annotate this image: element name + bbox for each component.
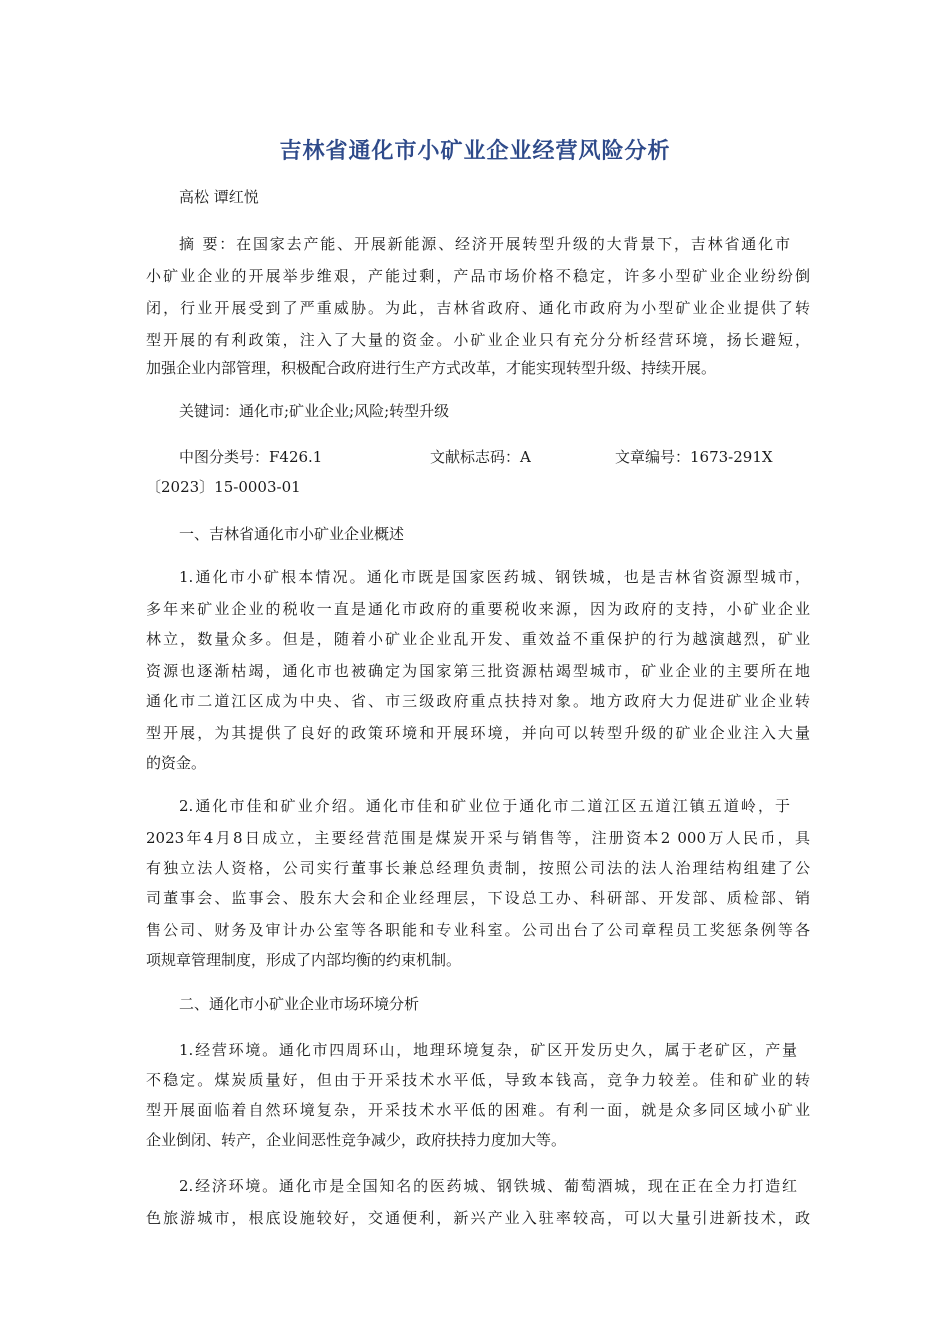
article-number: 文章编号：1673-291X (615, 448, 773, 466)
paragraph-line: 型开展面临着自然环境复杂，开采技术水平低的困难。有利一面，就是众多同区域小矿业 (146, 1101, 810, 1119)
paragraph-line: 多年来矿业企业的税收一直是通化市政府的重要税收来源，因为政府的支持，小矿业企业 (146, 600, 810, 618)
abstract-line: 摘 要：在国家去产能、开展新能源、经济开展转型升级的大背景下，吉林省通化市 (179, 235, 790, 253)
paragraph-line: 售公司、财务及审计办公室等各职能和专业科室。公司出台了公司章程员工奖惩条例等各 (146, 921, 810, 939)
keywords: 关键词：通化市;矿业企业;风险;转型升级 (179, 402, 450, 420)
paragraph-line: 1.通化市小矿根本情况。通化市既是国家医药城、钢铁城，也是吉林省资源型城市， (179, 568, 810, 586)
paper-title: 吉林省通化市小矿业企业经营风险分析 (279, 139, 671, 164)
clc-number: 中图分类号：F426.1 (179, 448, 323, 466)
section-heading: 一、吉林省通化市小矿业企业概述 (179, 525, 405, 543)
paragraph-line: 2023年4月8日成立，主要经营范围是煤炭开采与销售等，注册资本2 000万人民币，具 (146, 829, 810, 847)
paragraph-line: 有独立法人资格，公司实行董事长兼总经理负责制，按照公司法的法人治理结构组建了公 (146, 859, 810, 877)
paragraph-line: 的资金。 (146, 754, 207, 772)
section-heading: 二、通化市小矿业企业市场环境分析 (179, 995, 420, 1013)
paragraph-line: 不稳定。煤炭质量好，但由于开采技术水平低，导致本钱高，竞争力较差。佳和矿业的转 (146, 1071, 810, 1089)
paragraph-line: 2.通化市佳和矿业介绍。通化市佳和矿业位于通化市二道江区五道江镇五道岭，于 (179, 797, 790, 815)
document-code: 文献标志码：A (430, 448, 531, 466)
paragraph-line: 2.经济环境。通化市是全国知名的医药城、钢铁城、葡萄酒城，现在正在全力打造红 (179, 1177, 797, 1195)
abstract-line: 小矿业企业的开展举步维艰，产能过剩，产品市场价格不稳定，许多小型矿业企业纷纷倒 (146, 267, 810, 285)
paragraph-line: 林立，数量众多。但是，随着小矿业企业乱开发、重效益不重保护的行为越演越烈，矿业 (146, 630, 810, 648)
abstract-line: 加强企业内部管理，积极配合政府进行生产方式改革，才能实现转型升级、持续开展。 (146, 359, 717, 377)
paragraph-line: 型开展，为其提供了良好的政策环境和开展环境，并向可以转型升级的矿业企业注入大量 (146, 724, 810, 742)
paragraph-line: 企业倒闭、转产，企业间恶性竞争减少，政府扶持力度加大等。 (146, 1131, 567, 1149)
paragraph-line: 1.经营环境。通化市四周环山，地理环境复杂，矿区开发历史久，属于老矿区，产量 (179, 1041, 797, 1059)
paragraph-line: 司董事会、监事会、股东大会和企业经理层，下设总工办、科研部、开发部、质检部、销 (146, 889, 810, 907)
article-number-cont: 〔2023〕15-0003-01 (146, 478, 301, 496)
paragraph-line: 资源也逐渐枯竭，通化市也被确定为国家第三批资源枯竭型城市，矿业企业的主要所在地 (146, 662, 810, 680)
abstract-line: 闭，行业开展受到了严重威胁。为此，吉林省政府、通化市政府为小型矿业企业提供了转 (146, 299, 810, 317)
paragraph-line: 项规章管理制度，形成了内部均衡的约束机制。 (146, 951, 462, 969)
authors: 高松 谭红悦 (179, 188, 259, 206)
paragraph-line: 色旅游城市，根底设施较好，交通便利，新兴产业入驻率较高，可以大量引进新技术，政 (146, 1209, 810, 1227)
abstract-line: 型开展的有利政策，注入了大量的资金。小矿业企业只有充分分析经营环境，扬长避短， (146, 331, 810, 349)
paragraph-line: 通化市二道江区成为中央、省、市三级政府重点扶持对象。地方政府大力促进矿业企业转 (146, 692, 810, 710)
